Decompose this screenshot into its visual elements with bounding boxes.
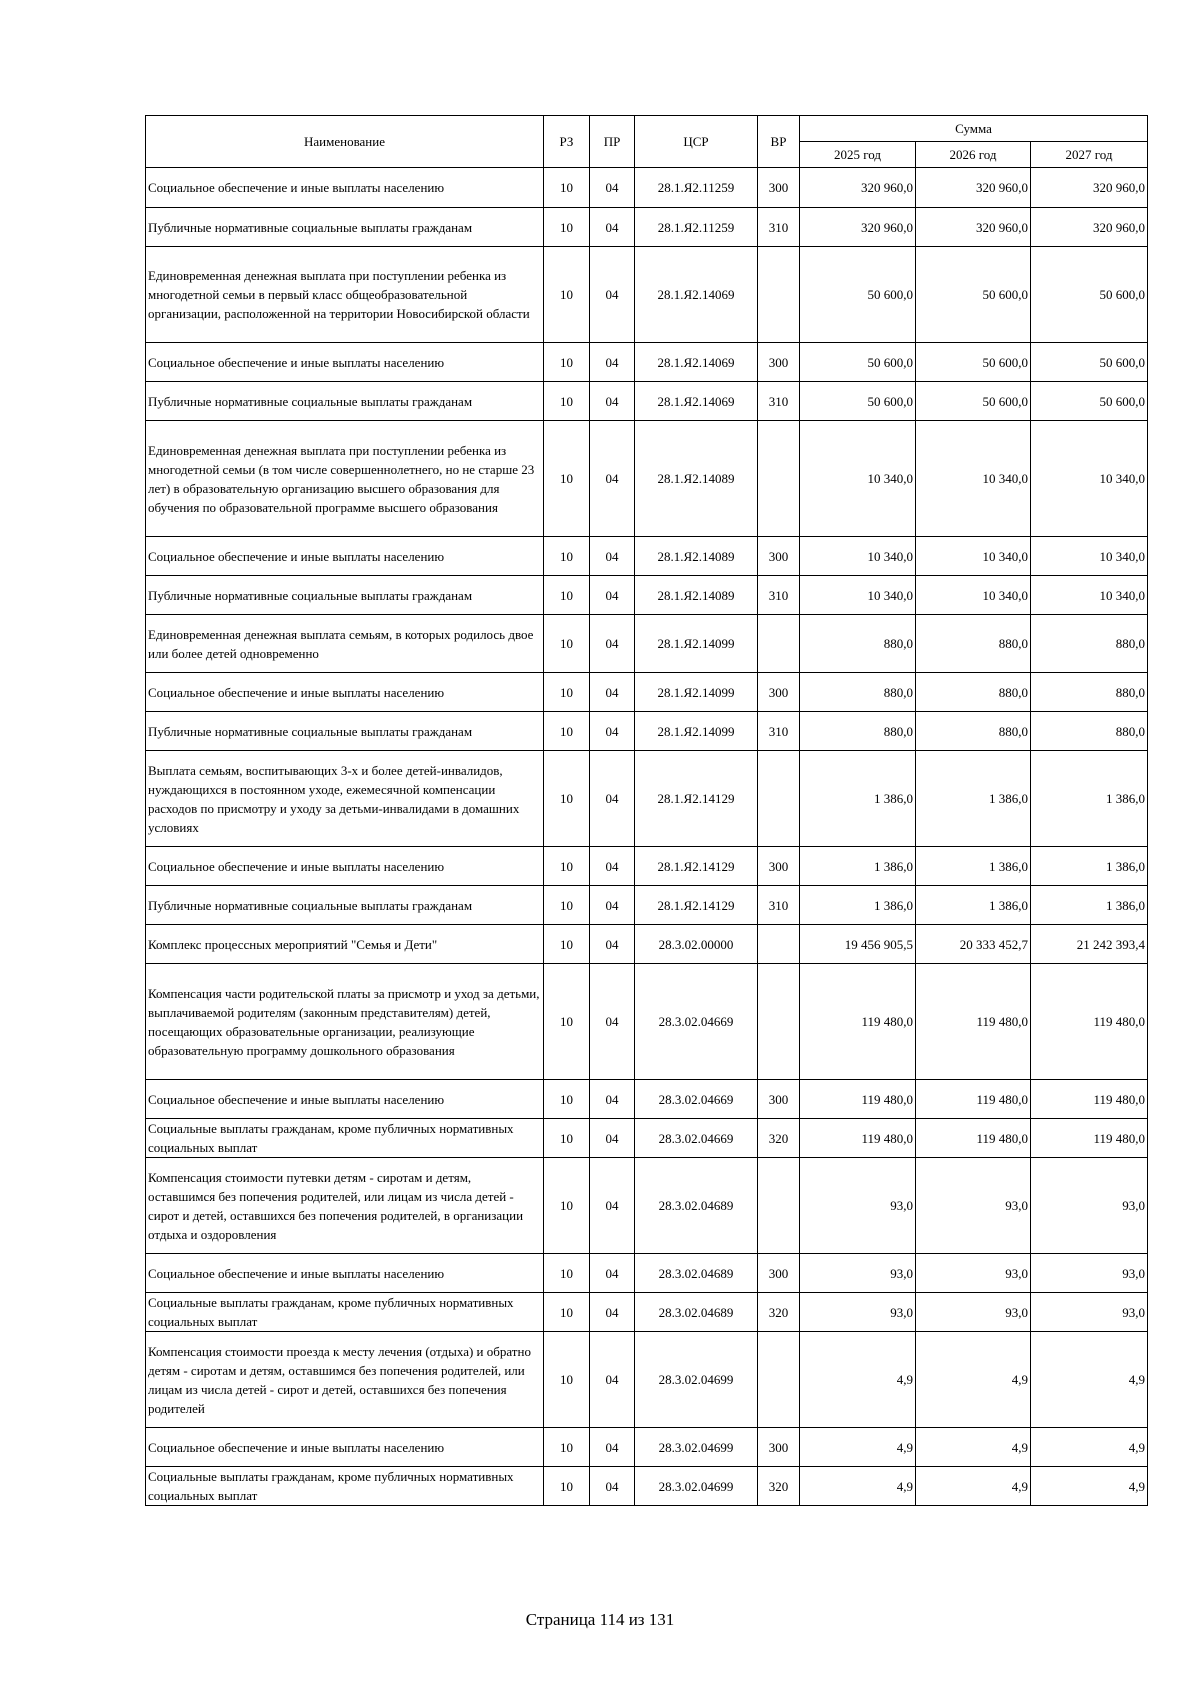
cell-pr: 04 bbox=[590, 925, 635, 964]
cell-rz: 10 bbox=[544, 847, 590, 886]
cell-sum-2027: 320 960,0 bbox=[1031, 208, 1148, 247]
cell-rz: 10 bbox=[544, 1080, 590, 1119]
header-year-2027: 2027 год bbox=[1031, 142, 1148, 168]
cell-rz: 10 bbox=[544, 247, 590, 343]
table-row bbox=[146, 847, 1148, 886]
table-row bbox=[146, 925, 1148, 964]
table-row bbox=[146, 1332, 1148, 1428]
cell-pr: 04 bbox=[590, 1428, 635, 1467]
cell-name: Социальное обеспечение и иные выплаты населению bbox=[146, 537, 544, 576]
cell-csr: 28.3.02.04669 bbox=[635, 1080, 758, 1119]
cell-csr: 28.3.02.04689 bbox=[635, 1254, 758, 1293]
cell-csr: 28.1.Я2.14129 bbox=[635, 751, 758, 847]
cell-name: Социальное обеспечение и иные выплаты населению bbox=[146, 1254, 544, 1293]
cell-sum-2026: 10 340,0 bbox=[916, 537, 1031, 576]
cell-sum-2025: 4,9 bbox=[800, 1332, 916, 1428]
cell-sum-2026: 119 480,0 bbox=[916, 964, 1031, 1080]
cell-sum-2026: 1 386,0 bbox=[916, 886, 1031, 925]
cell-name: Комплекс процессных мероприятий "Семья и Дети" bbox=[146, 925, 544, 964]
cell-rz: 10 bbox=[544, 1428, 590, 1467]
cell-sum-2027: 10 340,0 bbox=[1031, 421, 1148, 537]
cell-sum-2027: 880,0 bbox=[1031, 673, 1148, 712]
cell-sum-2025: 320 960,0 bbox=[800, 168, 916, 208]
cell-sum-2025: 880,0 bbox=[800, 673, 916, 712]
cell-sum-2026: 93,0 bbox=[916, 1254, 1031, 1293]
cell-name: Единовременная денежная выплата при поступлении ребенка из многодетной семьи в первый класс общеобразовательной организации, расположенной на территории Новосибирской области bbox=[146, 247, 544, 343]
table-row bbox=[146, 1254, 1148, 1293]
cell-sum-2027: 21 242 393,4 bbox=[1031, 925, 1148, 964]
cell-vr: 320 bbox=[758, 1119, 800, 1158]
cell-csr: 28.3.02.04699 bbox=[635, 1332, 758, 1428]
header-year-2026: 2026 год bbox=[916, 142, 1031, 168]
cell-name: Публичные нормативные социальные выплаты гражданам bbox=[146, 382, 544, 421]
cell-sum-2026: 320 960,0 bbox=[916, 208, 1031, 247]
cell-sum-2025: 93,0 bbox=[800, 1293, 916, 1332]
table-row bbox=[146, 537, 1148, 576]
cell-rz: 10 bbox=[544, 673, 590, 712]
cell-csr: 28.1.Я2.11259 bbox=[635, 208, 758, 247]
cell-name: Компенсация части родительской платы за присмотр и уход за детьми, выплачиваемой родителям (законным представителям) детей, посещающих образовательные организации, реализующие образовательную программу дошкольного образования bbox=[146, 964, 544, 1080]
table-row bbox=[146, 1293, 1148, 1332]
cell-rz: 10 bbox=[544, 343, 590, 382]
cell-name: Социальное обеспечение и иные выплаты населению bbox=[146, 1080, 544, 1119]
cell-vr: 310 bbox=[758, 712, 800, 751]
cell-sum-2025: 4,9 bbox=[800, 1467, 916, 1506]
cell-sum-2027: 1 386,0 bbox=[1031, 886, 1148, 925]
cell-rz: 10 bbox=[544, 1293, 590, 1332]
cell-csr: 28.1.Я2.14069 bbox=[635, 382, 758, 421]
cell-sum-2025: 50 600,0 bbox=[800, 382, 916, 421]
cell-sum-2027: 50 600,0 bbox=[1031, 247, 1148, 343]
cell-pr: 04 bbox=[590, 1293, 635, 1332]
cell-sum-2027: 4,9 bbox=[1031, 1467, 1148, 1506]
cell-name: Социальное обеспечение и иные выплаты населению bbox=[146, 673, 544, 712]
cell-sum-2027: 4,9 bbox=[1031, 1332, 1148, 1428]
table-row bbox=[146, 615, 1148, 673]
cell-pr: 04 bbox=[590, 247, 635, 343]
cell-sum-2025: 50 600,0 bbox=[800, 247, 916, 343]
cell-pr: 04 bbox=[590, 1467, 635, 1506]
cell-vr bbox=[758, 925, 800, 964]
cell-csr: 28.1.Я2.14099 bbox=[635, 673, 758, 712]
cell-vr: 300 bbox=[758, 168, 800, 208]
cell-name: Единовременная денежная выплата при поступлении ребенка из многодетной семьи (в том числе совершеннолетнего, но не старше 23 лет) в образовательную организацию высшего образования для обучения по образовательной программе высшего образования bbox=[146, 421, 544, 537]
cell-rz: 10 bbox=[544, 964, 590, 1080]
cell-vr bbox=[758, 1332, 800, 1428]
cell-sum-2025: 19 456 905,5 bbox=[800, 925, 916, 964]
cell-sum-2025: 4,9 bbox=[800, 1428, 916, 1467]
cell-sum-2025: 1 386,0 bbox=[800, 847, 916, 886]
cell-rz: 10 bbox=[544, 576, 590, 615]
cell-csr: 28.1.Я2.14069 bbox=[635, 247, 758, 343]
cell-pr: 04 bbox=[590, 964, 635, 1080]
table-row bbox=[146, 712, 1148, 751]
cell-rz: 10 bbox=[544, 886, 590, 925]
cell-vr: 320 bbox=[758, 1467, 800, 1506]
cell-csr: 28.1.Я2.14099 bbox=[635, 712, 758, 751]
cell-sum-2025: 10 340,0 bbox=[800, 537, 916, 576]
table-row bbox=[146, 1428, 1148, 1467]
header-csr: ЦСР bbox=[635, 116, 758, 168]
cell-pr: 04 bbox=[590, 1119, 635, 1158]
budget-table bbox=[145, 115, 1148, 1506]
header-sum: Сумма bbox=[800, 116, 1148, 142]
cell-rz: 10 bbox=[544, 751, 590, 847]
table-header bbox=[146, 116, 1148, 168]
cell-sum-2027: 880,0 bbox=[1031, 615, 1148, 673]
table-row bbox=[146, 247, 1148, 343]
header-year-2025: 2025 год bbox=[800, 142, 916, 168]
cell-rz: 10 bbox=[544, 421, 590, 537]
cell-csr: 28.3.02.04689 bbox=[635, 1158, 758, 1254]
cell-pr: 04 bbox=[590, 615, 635, 673]
cell-sum-2027: 93,0 bbox=[1031, 1158, 1148, 1254]
table-row bbox=[146, 1467, 1148, 1506]
cell-name: Единовременная денежная выплата семьям, в которых родилось двое или более детей одновременно bbox=[146, 615, 544, 673]
cell-sum-2027: 50 600,0 bbox=[1031, 343, 1148, 382]
cell-pr: 04 bbox=[590, 1158, 635, 1254]
cell-pr: 04 bbox=[590, 1254, 635, 1293]
cell-sum-2026: 4,9 bbox=[916, 1428, 1031, 1467]
cell-sum-2025: 10 340,0 bbox=[800, 576, 916, 615]
cell-csr: 28.1.Я2.14089 bbox=[635, 537, 758, 576]
cell-name: Публичные нормативные социальные выплаты гражданам bbox=[146, 712, 544, 751]
cell-pr: 04 bbox=[590, 712, 635, 751]
cell-vr: 300 bbox=[758, 1428, 800, 1467]
cell-csr: 28.1.Я2.14129 bbox=[635, 847, 758, 886]
cell-pr: 04 bbox=[590, 168, 635, 208]
cell-csr: 28.1.Я2.14089 bbox=[635, 576, 758, 615]
cell-rz: 10 bbox=[544, 1254, 590, 1293]
cell-sum-2025: 10 340,0 bbox=[800, 421, 916, 537]
table-row bbox=[146, 1119, 1148, 1158]
table-row bbox=[146, 168, 1148, 208]
cell-vr: 300 bbox=[758, 537, 800, 576]
cell-vr: 300 bbox=[758, 1254, 800, 1293]
cell-vr bbox=[758, 247, 800, 343]
cell-name: Социальное обеспечение и иные выплаты населению bbox=[146, 168, 544, 208]
cell-vr bbox=[758, 421, 800, 537]
cell-vr: 320 bbox=[758, 1293, 800, 1332]
cell-sum-2027: 320 960,0 bbox=[1031, 168, 1148, 208]
cell-sum-2027: 10 340,0 bbox=[1031, 576, 1148, 615]
cell-csr: 28.1.Я2.14069 bbox=[635, 343, 758, 382]
cell-rz: 10 bbox=[544, 208, 590, 247]
cell-sum-2026: 119 480,0 bbox=[916, 1080, 1031, 1119]
page-number: Страница 114 из 131 bbox=[525, 1610, 675, 1629]
cell-sum-2026: 4,9 bbox=[916, 1332, 1031, 1428]
cell-csr: 28.1.Я2.11259 bbox=[635, 168, 758, 208]
cell-pr: 04 bbox=[590, 382, 635, 421]
table-row bbox=[146, 421, 1148, 537]
cell-csr: 28.1.Я2.14129 bbox=[635, 886, 758, 925]
cell-vr: 300 bbox=[758, 673, 800, 712]
header-rz: РЗ bbox=[544, 116, 590, 168]
cell-sum-2027: 93,0 bbox=[1031, 1254, 1148, 1293]
cell-sum-2026: 4,9 bbox=[916, 1467, 1031, 1506]
cell-sum-2027: 119 480,0 bbox=[1031, 964, 1148, 1080]
cell-sum-2027: 10 340,0 bbox=[1031, 537, 1148, 576]
cell-csr: 28.3.02.04699 bbox=[635, 1467, 758, 1506]
cell-name: Компенсация стоимости проезда к месту лечения (отдыха) и обратно детям - сиротам и детям, оставшимся без попечения родителей, или лицам из числа детей - сирот и детей, оставшихся без попечения родителей bbox=[146, 1332, 544, 1428]
cell-sum-2026: 880,0 bbox=[916, 615, 1031, 673]
cell-pr: 04 bbox=[590, 537, 635, 576]
cell-sum-2025: 880,0 bbox=[800, 712, 916, 751]
cell-vr bbox=[758, 1158, 800, 1254]
cell-rz: 10 bbox=[544, 1158, 590, 1254]
header-name: Наименование bbox=[146, 116, 544, 168]
cell-sum-2025: 320 960,0 bbox=[800, 208, 916, 247]
cell-sum-2026: 1 386,0 bbox=[916, 751, 1031, 847]
header-vr: ВР bbox=[758, 116, 800, 168]
cell-csr: 28.1.Я2.14089 bbox=[635, 421, 758, 537]
table-row bbox=[146, 576, 1148, 615]
cell-vr bbox=[758, 964, 800, 1080]
cell-vr: 310 bbox=[758, 208, 800, 247]
cell-pr: 04 bbox=[590, 847, 635, 886]
cell-sum-2026: 119 480,0 bbox=[916, 1119, 1031, 1158]
cell-sum-2026: 880,0 bbox=[916, 712, 1031, 751]
cell-vr: 300 bbox=[758, 847, 800, 886]
cell-vr: 300 bbox=[758, 1080, 800, 1119]
cell-sum-2026: 50 600,0 bbox=[916, 343, 1031, 382]
cell-pr: 04 bbox=[590, 673, 635, 712]
cell-sum-2025: 119 480,0 bbox=[800, 1080, 916, 1119]
cell-pr: 04 bbox=[590, 208, 635, 247]
cell-sum-2026: 20 333 452,7 bbox=[916, 925, 1031, 964]
cell-name: Публичные нормативные социальные выплаты гражданам bbox=[146, 886, 544, 925]
cell-rz: 10 bbox=[544, 1467, 590, 1506]
cell-sum-2027: 119 480,0 bbox=[1031, 1119, 1148, 1158]
cell-vr: 300 bbox=[758, 343, 800, 382]
cell-sum-2026: 50 600,0 bbox=[916, 382, 1031, 421]
cell-sum-2025: 119 480,0 bbox=[800, 1119, 916, 1158]
cell-rz: 10 bbox=[544, 925, 590, 964]
cell-sum-2025: 50 600,0 bbox=[800, 343, 916, 382]
cell-sum-2025: 93,0 bbox=[800, 1254, 916, 1293]
cell-csr: 28.3.02.00000 bbox=[635, 925, 758, 964]
table-row bbox=[146, 964, 1148, 1080]
table-body bbox=[146, 168, 1148, 1506]
cell-sum-2025: 880,0 bbox=[800, 615, 916, 673]
cell-csr: 28.3.02.04669 bbox=[635, 1119, 758, 1158]
cell-sum-2027: 93,0 bbox=[1031, 1293, 1148, 1332]
cell-sum-2027: 119 480,0 bbox=[1031, 1080, 1148, 1119]
table-row bbox=[146, 382, 1148, 421]
cell-sum-2026: 1 386,0 bbox=[916, 847, 1031, 886]
cell-pr: 04 bbox=[590, 1080, 635, 1119]
table-row bbox=[146, 886, 1148, 925]
cell-sum-2026: 50 600,0 bbox=[916, 247, 1031, 343]
cell-rz: 10 bbox=[544, 712, 590, 751]
cell-rz: 10 bbox=[544, 537, 590, 576]
cell-name: Выплата семьям, воспитывающих 3-х и более детей-инвалидов, нуждающихся в постоянном уходе, ежемесячной компенсации расходов по присмотру и уходу за детьми-инвалидами в домашних условиях bbox=[146, 751, 544, 847]
cell-sum-2025: 93,0 bbox=[800, 1158, 916, 1254]
cell-vr: 310 bbox=[758, 382, 800, 421]
cell-pr: 04 bbox=[590, 1332, 635, 1428]
table-row bbox=[146, 751, 1148, 847]
cell-name: Социальные выплаты гражданам, кроме публичных нормативных социальных выплат bbox=[146, 1467, 544, 1506]
cell-sum-2027: 1 386,0 bbox=[1031, 751, 1148, 847]
cell-sum-2027: 4,9 bbox=[1031, 1428, 1148, 1467]
cell-name: Социальное обеспечение и иные выплаты населению bbox=[146, 1428, 544, 1467]
cell-pr: 04 bbox=[590, 576, 635, 615]
table-row bbox=[146, 208, 1148, 247]
cell-csr: 28.3.02.04669 bbox=[635, 964, 758, 1080]
cell-name: Компенсация стоимости путевки детям - сиротам и детям, оставшимся без попечения родителей, или лицам из числа детей - сирот и детей, оставшихся без попечения родителей, в организации отдыха и оздоровления bbox=[146, 1158, 544, 1254]
cell-rz: 10 bbox=[544, 615, 590, 673]
cell-pr: 04 bbox=[590, 343, 635, 382]
header-pr: ПР bbox=[590, 116, 635, 168]
cell-pr: 04 bbox=[590, 886, 635, 925]
cell-sum-2027: 1 386,0 bbox=[1031, 847, 1148, 886]
cell-sum-2025: 119 480,0 bbox=[800, 964, 916, 1080]
cell-sum-2027: 50 600,0 bbox=[1031, 382, 1148, 421]
cell-name: Публичные нормативные социальные выплаты гражданам bbox=[146, 576, 544, 615]
cell-pr: 04 bbox=[590, 421, 635, 537]
table-row bbox=[146, 343, 1148, 382]
cell-pr: 04 bbox=[590, 751, 635, 847]
cell-csr: 28.3.02.04689 bbox=[635, 1293, 758, 1332]
cell-vr: 310 bbox=[758, 576, 800, 615]
cell-rz: 10 bbox=[544, 1332, 590, 1428]
cell-vr: 310 bbox=[758, 886, 800, 925]
cell-vr bbox=[758, 751, 800, 847]
cell-name: Социальное обеспечение и иные выплаты населению bbox=[146, 847, 544, 886]
cell-vr bbox=[758, 615, 800, 673]
cell-name: Социальные выплаты гражданам, кроме публичных нормативных социальных выплат bbox=[146, 1293, 544, 1332]
cell-sum-2025: 1 386,0 bbox=[800, 886, 916, 925]
table-row bbox=[146, 1158, 1148, 1254]
cell-csr: 28.1.Я2.14099 bbox=[635, 615, 758, 673]
cell-name: Публичные нормативные социальные выплаты гражданам bbox=[146, 208, 544, 247]
table-row bbox=[146, 1080, 1148, 1119]
cell-sum-2026: 320 960,0 bbox=[916, 168, 1031, 208]
cell-name: Социальное обеспечение и иные выплаты населению bbox=[146, 343, 544, 382]
cell-sum-2027: 880,0 bbox=[1031, 712, 1148, 751]
table-row bbox=[146, 673, 1148, 712]
cell-csr: 28.3.02.04699 bbox=[635, 1428, 758, 1467]
cell-sum-2025: 1 386,0 bbox=[800, 751, 916, 847]
cell-sum-2026: 93,0 bbox=[916, 1158, 1031, 1254]
cell-sum-2026: 10 340,0 bbox=[916, 576, 1031, 615]
cell-rz: 10 bbox=[544, 1119, 590, 1158]
cell-sum-2026: 93,0 bbox=[916, 1293, 1031, 1332]
cell-rz: 10 bbox=[544, 382, 590, 421]
cell-sum-2026: 10 340,0 bbox=[916, 421, 1031, 537]
cell-sum-2026: 880,0 bbox=[916, 673, 1031, 712]
cell-rz: 10 bbox=[544, 168, 590, 208]
cell-name: Социальные выплаты гражданам, кроме публичных нормативных социальных выплат bbox=[146, 1119, 544, 1158]
